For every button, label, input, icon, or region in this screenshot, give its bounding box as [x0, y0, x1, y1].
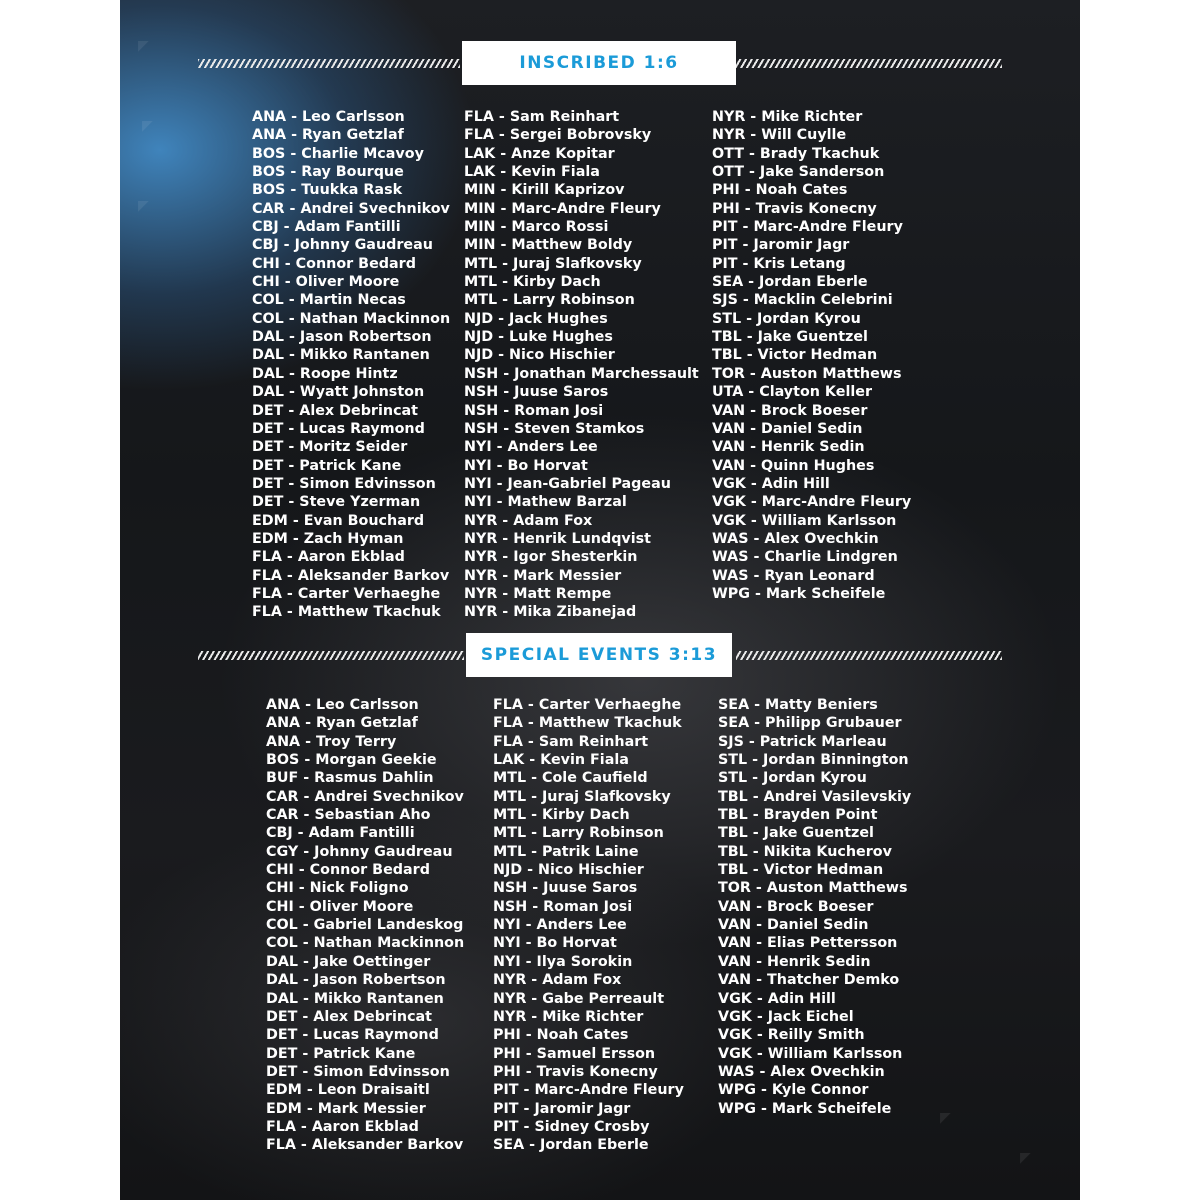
list-item: MTL - Larry Robinson — [464, 292, 635, 309]
list-item: EDM - Evan Bouchard — [252, 512, 425, 529]
list-item: TBL - Nikita Kucherov — [718, 843, 892, 860]
header-stripe-left — [198, 651, 464, 660]
list-item: NYR - Adam Fox — [464, 512, 593, 529]
list-item: CHI - Connor Bedard — [252, 255, 416, 272]
list-item: FLA - Sam Reinhart — [493, 733, 649, 750]
list-item: DET - Patrick Kane — [266, 1045, 416, 1062]
list-item: BOS - Tuukka Rask — [252, 182, 403, 199]
list-item: WPG - Mark Scheifele — [712, 585, 886, 602]
list-item: VGK - Marc-Andre Fleury — [712, 494, 912, 511]
list-item: DAL - Jason Robertson — [252, 329, 432, 346]
list-item: WAS - Alex Ovechkin — [712, 530, 879, 547]
logo-watermark-icon: ◤ — [1020, 1150, 1031, 1166]
list-item: FLA - Carter Verhaeghe — [252, 585, 441, 602]
list-item: EDM - Leon Draisaitl — [266, 1082, 430, 1099]
list-item: CAR - Sebastian Aho — [266, 807, 431, 824]
list-item: VAN - Elias Pettersson — [718, 935, 898, 952]
list-item: COL - Martin Necas — [252, 292, 406, 309]
list-item: DET - Simon Edvinsson — [266, 1063, 450, 1080]
list-item: OTT - Brady Tkachuk — [712, 145, 880, 162]
list-item: OTT - Jake Sanderson — [712, 164, 885, 181]
list-item: VGK - William Karlsson — [712, 512, 897, 529]
list-item: CAR - Andrei Svechnikov — [266, 788, 464, 805]
list-item: CHI - Connor Bedard — [266, 862, 430, 879]
list-item: NSH - Jonathan Marchessault — [464, 365, 699, 382]
list-item: DET - Alex Debrincat — [252, 402, 419, 419]
list-item: MIN - Kirill Kaprizov — [464, 182, 625, 199]
list-column — [493, 696, 684, 1155]
list-item: VAN - Brock Boeser — [712, 402, 868, 419]
list-item: PIT - Marc-Andre Fleury — [493, 1082, 684, 1099]
header-stripe-right — [736, 651, 1002, 660]
list-item: MTL - Juraj Slafkovsky — [493, 788, 671, 805]
list-item: NSH - Juuse Saros — [464, 384, 609, 401]
list-item: ANA - Leo Carlsson — [266, 697, 419, 713]
list-item: PIT - Kris Letang — [712, 255, 846, 272]
list-item: SEA - Philipp Grubauer — [718, 715, 902, 732]
list-column — [718, 696, 911, 1118]
section-title-box — [466, 633, 732, 677]
list-item: MTL - Larry Robinson — [493, 825, 664, 842]
list-item: VAN - Brock Boeser — [718, 898, 874, 915]
list-item: STL - Jordan Kyrou — [712, 310, 861, 327]
list-item: CHI - Oliver Moore — [266, 898, 414, 915]
list-item: VGK - Adin Hill — [718, 990, 836, 1007]
list-item: BUF - Rasmus Dahlin — [266, 770, 434, 787]
list-item: DET - Patrick Kane — [252, 457, 402, 474]
list-item: SEA - Jordan Eberle — [712, 274, 868, 291]
list-item: UTA - Clayton Keller — [712, 384, 873, 401]
list-item: TBL - Brayden Point — [718, 807, 878, 824]
list-item: VGK - Adin Hill — [712, 475, 830, 492]
list-item: MTL - Kirby Dach — [493, 807, 630, 824]
list-item: MIN - Marc-Andre Fleury — [464, 200, 661, 217]
list-item: CBJ - Johnny Gaudreau — [252, 237, 433, 254]
list-item: PIT - Sidney Crosby — [493, 1118, 650, 1135]
list-item: NYR - Mika Zibanejad — [464, 604, 637, 621]
list-item: NSH - Steven Stamkos — [464, 420, 645, 437]
list-item: FLA - Carter Verhaeghe — [493, 697, 682, 713]
list-item: TBL - Victor Hedman — [712, 347, 878, 364]
list-item: PHI - Travis Konecny — [712, 200, 877, 217]
list-item: NYI - Jean-Gabriel Pageau — [464, 475, 671, 492]
list-item: VAN - Thatcher Demko — [718, 972, 900, 989]
list-item: WPG - Mark Scheifele — [718, 1100, 892, 1117]
list-item: EDM - Mark Messier — [266, 1100, 426, 1117]
list-item: PIT - Jaromir Jagr — [712, 237, 850, 254]
list-item: FLA - Sam Reinhart — [464, 109, 620, 125]
list-item: NYR - Matt Rempe — [464, 585, 612, 602]
list-item: SEA - Jordan Eberle — [493, 1137, 649, 1154]
list-item: LAK - Kevin Fiala — [464, 164, 600, 181]
list-item: NJD - Luke Hughes — [464, 329, 613, 346]
list-item: DAL - Mikko Rantanen — [252, 347, 430, 364]
list-item: NYI - Bo Horvat — [493, 935, 617, 952]
list-item: ANA - Ryan Getzlaf — [252, 127, 404, 144]
list-item: DAL - Jason Robertson — [266, 972, 446, 989]
list-item: MIN - Marco Rossi — [464, 219, 609, 236]
list-item: EDM - Zach Hyman — [252, 530, 404, 547]
list-column — [266, 696, 464, 1155]
list-item: NYI - Anders Lee — [493, 917, 627, 934]
list-item: NSH - Juuse Saros — [493, 880, 638, 897]
list-item: PHI - Noah Cates — [493, 1027, 629, 1044]
list-column — [464, 108, 699, 622]
list-item: COL - Nathan Mackinnon — [252, 310, 451, 327]
list-item: NYR - Mike Richter — [493, 1008, 644, 1025]
list-item: VAN - Henrik Sedin — [718, 953, 871, 970]
header-stripe-left — [198, 59, 460, 68]
list-item: MIN - Matthew Boldy — [464, 237, 633, 254]
list-item: FLA - Aaron Ekblad — [252, 549, 405, 566]
logo-watermark-icon: ◤ — [138, 198, 149, 214]
list-item: WAS - Alex Ovechkin — [718, 1063, 885, 1080]
list-item: NYI - Mathew Barzal — [464, 494, 627, 511]
list-item: NYR - Will Cuylle — [712, 127, 847, 144]
list-item: NYI - Bo Horvat — [464, 457, 588, 474]
list-item: TBL - Jake Guentzel — [718, 825, 874, 842]
list-item: NSH - Roman Josi — [493, 898, 633, 915]
list-item: VAN - Henrik Sedin — [712, 439, 865, 456]
list-item: DET - Simon Edvinsson — [252, 475, 436, 492]
list-item: FLA - Aleksander Barkov — [266, 1137, 464, 1154]
list-item: CAR - Andrei Svechnikov — [252, 200, 450, 217]
section-title: INSCRIBED 1:6 — [519, 53, 679, 73]
section-title-box — [462, 41, 736, 85]
list-item: ANA - Troy Terry — [266, 733, 397, 750]
list-item: FLA - Matthew Tkachuk — [493, 715, 682, 732]
list-item: LAK - Kevin Fiala — [493, 752, 629, 769]
list-column — [712, 108, 911, 603]
list-item: LAK - Anze Kopitar — [464, 145, 615, 162]
logo-watermark-icon: ◤ — [142, 118, 153, 134]
list-item: PIT - Marc-Andre Fleury — [712, 219, 903, 236]
list-item: NYR - Henrik Lundqvist — [464, 530, 651, 547]
list-item: VGK - Jack Eichel — [718, 1008, 854, 1025]
list-item: VGK - Reilly Smith — [718, 1027, 865, 1044]
list-item: BOS - Morgan Geekie — [266, 752, 437, 769]
list-item: ANA - Ryan Getzlaf — [266, 715, 418, 732]
list-item: DAL - Mikko Rantanen — [266, 990, 444, 1007]
list-item: CBJ - Adam Fantilli — [252, 219, 401, 236]
list-item: PHI - Samuel Ersson — [493, 1045, 656, 1062]
logo-watermark-icon: ◤ — [940, 1110, 951, 1126]
list-item: TBL - Jake Guentzel — [712, 329, 868, 346]
list-item: SJS - Patrick Marleau — [718, 733, 887, 750]
list-item: BOS - Ray Bourque — [252, 164, 404, 181]
list-item: NYI - Ilya Sorokin — [493, 953, 633, 970]
list-item: COL - Nathan Mackinnon — [266, 935, 465, 952]
list-item: TBL - Andrei Vasilevskiy — [718, 788, 912, 805]
list-item: WPG - Kyle Connor — [718, 1082, 869, 1099]
list-item: STL - Jordan Kyrou — [718, 770, 867, 787]
list-item: DET - Lucas Raymond — [266, 1027, 439, 1044]
list-item: PHI - Travis Konecny — [493, 1063, 658, 1080]
list-item: NYR - Igor Shesterkin — [464, 549, 638, 566]
list-item: DAL - Jake Oettinger — [266, 953, 431, 970]
list-item: DET - Steve Yzerman — [252, 494, 421, 511]
list-item: MTL - Cole Caufield — [493, 770, 648, 787]
list-item: TOR - Auston Matthews — [718, 880, 908, 897]
list-item: MTL - Patrik Laine — [493, 843, 639, 860]
list-item: MTL - Kirby Dach — [464, 274, 601, 291]
list-item: FLA - Aleksander Barkov — [252, 567, 450, 584]
list-item: VAN - Daniel Sedin — [718, 917, 869, 934]
list-item: MTL - Juraj Slafkovsky — [464, 255, 642, 272]
checklist-card — [120, 0, 1080, 1200]
list-item: FLA - Sergei Bobrovsky — [464, 127, 652, 144]
list-item: DET - Lucas Raymond — [252, 420, 425, 437]
list-item: BOS - Charlie Mcavoy — [252, 145, 424, 162]
list-column — [252, 108, 450, 622]
list-item: SEA - Matty Beniers — [718, 697, 878, 713]
list-item: NYR - Adam Fox — [493, 972, 622, 989]
list-item: CBJ - Adam Fantilli — [266, 825, 415, 842]
list-item: DAL - Roope Hintz — [252, 365, 398, 382]
list-item: TOR - Auston Matthews — [712, 365, 902, 382]
list-item: FLA - Aaron Ekblad — [266, 1118, 419, 1135]
list-item: STL - Jordan Binnington — [718, 752, 909, 769]
list-item: CHI - Oliver Moore — [252, 274, 400, 291]
list-item: NYR - Mark Messier — [464, 567, 622, 584]
list-item: NYR - Gabe Perreault — [493, 990, 665, 1007]
list-item: TBL - Victor Hedman — [718, 862, 884, 879]
section-title: SPECIAL EVENTS 3:13 — [480, 645, 718, 665]
list-item: COL - Gabriel Landeskog — [266, 917, 464, 934]
list-item: DET - Moritz Seider — [252, 439, 408, 456]
list-item: PHI - Noah Cates — [712, 182, 848, 199]
list-item: NYR - Mike Richter — [712, 109, 863, 125]
list-item: NYI - Anders Lee — [464, 439, 598, 456]
list-item: SJS - Macklin Celebrini — [712, 292, 893, 309]
list-item: DET - Alex Debrincat — [266, 1008, 433, 1025]
list-item: WAS - Ryan Leonard — [712, 567, 875, 584]
list-item: CHI - Nick Foligno — [266, 880, 409, 897]
list-item: VGK - William Karlsson — [718, 1045, 903, 1062]
header-stripe-right — [736, 59, 1002, 68]
list-item: DAL - Wyatt Johnston — [252, 384, 425, 401]
list-item: VAN - Daniel Sedin — [712, 420, 863, 437]
list-item: VAN - Quinn Hughes — [712, 457, 875, 474]
list-item: FLA - Matthew Tkachuk — [252, 604, 441, 621]
list-item: ANA - Leo Carlsson — [252, 109, 405, 125]
section-header-special-events — [198, 633, 1002, 677]
logo-watermark-icon: ◤ — [138, 38, 149, 54]
list-item: WAS - Charlie Lindgren — [712, 549, 898, 566]
list-item: NJD - Nico Hischier — [493, 862, 644, 879]
list-item: PIT - Jaromir Jagr — [493, 1100, 631, 1117]
list-item: CGY - Johnny Gaudreau — [266, 843, 453, 860]
section-header-inscribed — [198, 41, 1002, 85]
list-item: NJD - Jack Hughes — [464, 310, 608, 327]
list-item: NJD - Nico Hischier — [464, 347, 615, 364]
list-item: NSH - Roman Josi — [464, 402, 604, 419]
